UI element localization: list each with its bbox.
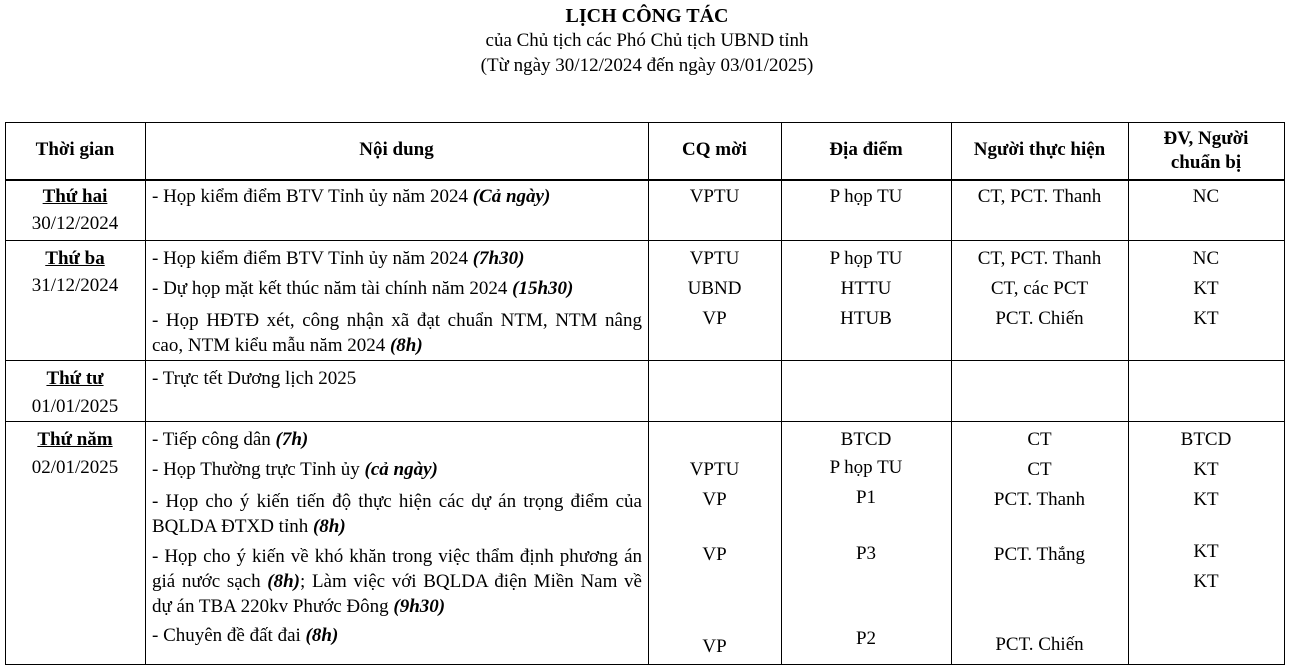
task-agency: UBND	[687, 278, 742, 299]
task-content: - Chuyên đề đất đai (8h)	[152, 625, 339, 646]
task-content: - Họp kiểm điểm BTV Tỉnh ủy năm 2024 (7h30)	[152, 248, 525, 269]
task-performer: CT, PCT. Thanh	[977, 248, 1102, 269]
task-location: P2	[855, 628, 877, 649]
task-performer: PCT. Thắng	[993, 544, 1086, 565]
task-location: BTCD	[840, 429, 892, 450]
col-header-agency: CQ mời	[682, 139, 747, 160]
col-header-content: Nội dung	[359, 139, 434, 160]
task-performer: CT	[1027, 459, 1052, 480]
day-label: Thứ tư	[46, 368, 104, 389]
date-range: (Từ ngày 30/12/2024 đến ngày 03/01/2025)	[480, 55, 814, 76]
task-location: P họp TU	[829, 248, 903, 269]
task-performer: CT, các PCT	[990, 278, 1089, 299]
task-content: - Họp cho ý kiến tiến độ thực hiện các dự án trọng điểm của BQLDA ĐTXD tỉnh (8h)	[152, 491, 642, 537]
document-title: LỊCH CÔNG TÁC	[565, 5, 729, 27]
task-agency: VPTU	[689, 459, 740, 480]
day-label: Thứ năm	[37, 429, 113, 450]
task-agency: VPTU	[689, 186, 740, 207]
task-content: - Dự họp mặt kết thúc năm tài chính năm 2024 (15h30)	[152, 278, 574, 299]
task-agency: VP	[702, 636, 727, 657]
task-location: HTTU	[840, 278, 892, 299]
task-location: P họp TU	[829, 457, 903, 478]
task-content: - Họp cho ý kiến về khó khăn trong việc thẩm định phương án giá nước sạch (8h); Làm việc với BQLDA điện Miền Nam về dự án TBA 220kv Phước Đông (9h30)	[152, 546, 642, 617]
task-prep: KT	[1193, 308, 1219, 329]
task-content: - Họp Thường trực Tỉnh ủy (cả ngày)	[152, 459, 438, 480]
task-location: HTUB	[840, 308, 892, 329]
task-agency: VP	[702, 308, 727, 329]
day-date: 30/12/2024	[31, 213, 119, 234]
task-prep: BTCD	[1180, 429, 1232, 450]
task-content: - Họp kiểm điểm BTV Tỉnh ủy năm 2024 (Cả ngày)	[152, 186, 551, 207]
task-performer: PCT. Thanh	[993, 489, 1086, 510]
task-location: P1	[855, 487, 877, 508]
day-label: Thứ hai	[42, 186, 108, 207]
task-agency: VP	[702, 489, 727, 510]
schedule-table	[5, 122, 1285, 665]
document-subtitle: của Chủ tịch các Phó Chủ tịch UBND tỉnh	[485, 30, 809, 51]
col-header-prep: ĐV, Người chuẩn bị	[1163, 128, 1249, 173]
col-header-location: Địa điểm	[829, 139, 903, 160]
task-content: - Trực tết Dương lịch 2025	[152, 368, 357, 389]
task-prep: NC	[1192, 186, 1220, 207]
task-prep: KT	[1193, 278, 1219, 299]
day-date: 01/01/2025	[31, 396, 119, 417]
task-performer: PCT. Chiến	[995, 634, 1084, 655]
task-agency: VPTU	[689, 248, 740, 269]
task-content: - Họp HĐTĐ xét, công nhận xã đạt chuẩn NTM, NTM nâng cao, NTM kiểu mẫu năm 2024 (8h)	[152, 310, 642, 356]
task-location: P họp TU	[829, 186, 903, 207]
task-performer: CT, PCT. Thanh	[977, 186, 1102, 207]
task-location: P3	[855, 543, 877, 564]
task-prep: KT	[1193, 541, 1219, 562]
task-prep: KT	[1193, 489, 1219, 510]
task-performer: CT	[1027, 429, 1052, 450]
task-prep: KT	[1193, 571, 1219, 592]
col-header-time: Thời gian	[35, 139, 115, 160]
task-performer: PCT. Chiến	[995, 308, 1084, 329]
task-agency: VP	[702, 544, 727, 565]
day-date: 31/12/2024	[31, 275, 119, 296]
task-prep: KT	[1193, 459, 1219, 480]
task-content: - Tiếp công dân (7h)	[152, 429, 309, 450]
col-header-performer: Người thực hiện	[973, 139, 1106, 160]
day-date: 02/01/2025	[31, 457, 119, 478]
day-label: Thứ ba	[45, 248, 105, 269]
task-prep: NC	[1192, 248, 1220, 269]
